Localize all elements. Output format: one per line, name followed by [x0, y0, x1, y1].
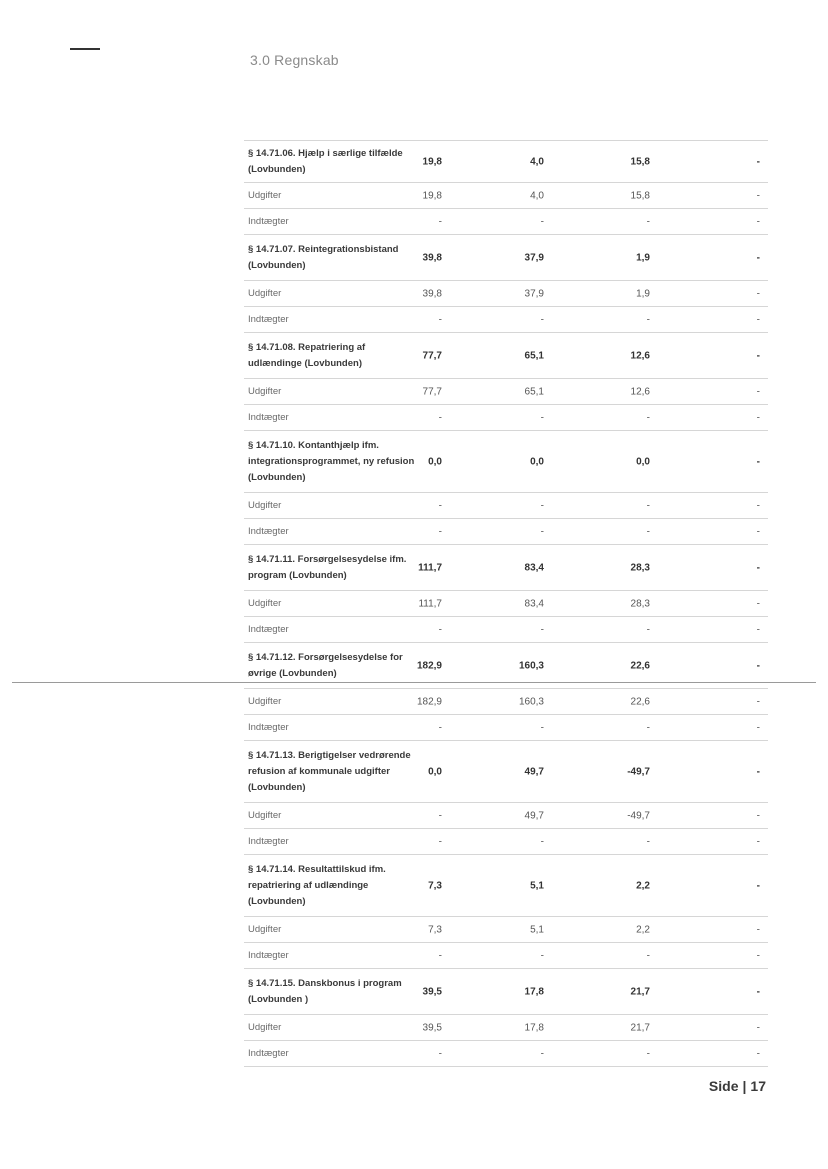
value-cell: 39,8: [422, 288, 442, 299]
table-row-detail: [244, 917, 768, 943]
row-label: Udgifter: [248, 189, 282, 201]
value-cell: 0,0: [428, 766, 442, 777]
table-row-detail: [244, 307, 768, 333]
row-label: Udgifter: [248, 809, 282, 821]
value-cell: 83,4: [524, 562, 544, 573]
value-cell: -: [540, 412, 544, 423]
row-label: Indtægter: [248, 623, 289, 635]
table-row-detail: [244, 379, 768, 405]
table-row-account: [244, 741, 768, 803]
value-cell: -: [756, 660, 760, 671]
value-cell: 182,9: [416, 660, 442, 671]
table-row-account: [244, 969, 768, 1015]
value-cell: 1,9: [636, 288, 650, 299]
value-cell: 5,1: [530, 880, 544, 891]
value-cell: -: [756, 624, 760, 635]
value-cell: 7,3: [428, 924, 442, 935]
value-cell: -: [756, 252, 760, 263]
value-cell: 39,8: [422, 252, 442, 263]
value-cell: -: [756, 386, 760, 397]
value-cell: -: [646, 722, 650, 733]
value-cell: -: [756, 216, 760, 227]
table-row-detail: [244, 617, 768, 643]
value-cell: 0,0: [428, 456, 442, 467]
value-cell: 5,1: [530, 924, 544, 935]
value-cell: 111,7: [418, 562, 442, 573]
value-cell: -: [756, 412, 760, 423]
value-cell: -: [540, 1048, 544, 1059]
value-cell: 17,8: [524, 1022, 544, 1033]
value-cell: 15,8: [630, 156, 650, 167]
value-cell: 2,2: [636, 880, 650, 891]
value-cell: -: [438, 314, 442, 325]
value-cell: -: [756, 562, 760, 573]
value-cell: -: [646, 216, 650, 227]
row-label: § 14.71.12. Forsørgelsesydelse for øvrige (Lovbunden): [248, 651, 403, 679]
value-cell: -49,7: [627, 810, 650, 821]
value-cell: 4,0: [530, 156, 544, 167]
value-cell: 28,3: [630, 562, 650, 573]
table-row-account: [244, 141, 768, 183]
value-cell: -: [756, 924, 760, 935]
value-cell: -: [438, 624, 442, 635]
table-row-detail: [244, 1015, 768, 1041]
value-cell: 49,7: [524, 810, 544, 821]
value-cell: -: [540, 526, 544, 537]
value-cell: -: [438, 722, 442, 733]
value-cell: 21,7: [630, 1022, 650, 1033]
value-cell: 4,0: [530, 190, 544, 201]
value-cell: -: [756, 722, 760, 733]
value-cell: -: [438, 412, 442, 423]
table-row-detail: [244, 803, 768, 829]
value-cell: 28,3: [630, 598, 650, 609]
value-cell: -: [756, 314, 760, 325]
value-cell: 12,6: [630, 350, 650, 361]
row-label: Indtægter: [248, 1047, 289, 1059]
table-row-detail: [244, 281, 768, 307]
value-cell: -: [756, 810, 760, 821]
row-label: Indtægter: [248, 313, 289, 325]
value-cell: -: [540, 722, 544, 733]
row-label: § 14.71.10. Kontanthjælp ifm. integrationsprogrammet, ny refusion (Lovbunden): [248, 439, 415, 483]
table-row-account: [244, 643, 768, 689]
value-cell: 19,8: [422, 156, 442, 167]
value-cell: -: [756, 526, 760, 537]
value-cell: 83,4: [524, 598, 544, 609]
row-label: Indtægter: [248, 525, 289, 537]
value-cell: 0,0: [530, 456, 544, 467]
row-label: Indtægter: [248, 835, 289, 847]
value-cell: -: [756, 696, 760, 707]
row-label: Udgifter: [248, 499, 282, 511]
row-label: Indtægter: [248, 411, 289, 423]
value-cell: 160,3: [518, 696, 544, 707]
value-cell: 39,5: [422, 986, 442, 997]
row-label: § 14.71.13. Berigtigelser vedrørende refusion af kommunale udgifter (Lovbunden): [248, 749, 411, 793]
page-footer: [709, 1078, 766, 1094]
budget-table: [244, 140, 768, 1067]
value-cell: -: [756, 880, 760, 891]
value-cell: 77,7: [422, 350, 442, 361]
section-title: 3.0 Regnskab: [250, 52, 339, 68]
value-cell: -: [646, 412, 650, 423]
value-cell: 15,8: [630, 190, 650, 201]
value-cell: -: [540, 950, 544, 961]
value-cell: -: [756, 288, 760, 299]
value-cell: -: [756, 1022, 760, 1033]
value-cell: 65,1: [524, 386, 544, 397]
row-label: § 14.71.11. Forsørgelsesydelse ifm. program (Lovbunden): [248, 553, 407, 581]
row-label: § 14.71.08. Repatriering af udlændinge (Lovbunden): [248, 341, 366, 369]
table-row-detail: [244, 591, 768, 617]
value-cell: -: [646, 624, 650, 635]
value-cell: -: [540, 314, 544, 325]
value-cell: -: [756, 766, 760, 777]
row-label: Udgifter: [248, 695, 282, 707]
value-cell: -: [646, 950, 650, 961]
value-cell: 2,2: [636, 924, 650, 935]
value-cell: -: [756, 598, 760, 609]
table-row-detail: [244, 183, 768, 209]
value-cell: -: [540, 500, 544, 511]
value-cell: -: [756, 190, 760, 201]
table-row-detail: [244, 689, 768, 715]
value-cell: -49,7: [627, 766, 650, 777]
row-label: § 14.71.15. Danskbonus i program (Lovbunden ): [248, 977, 402, 1005]
value-cell: 1,9: [636, 252, 650, 263]
value-cell: -: [756, 500, 760, 511]
value-cell: -: [540, 836, 544, 847]
footer-side-label: Side: [708, 1078, 739, 1094]
row-label: Udgifter: [248, 385, 282, 397]
table-row-detail: [244, 1041, 768, 1067]
value-cell: 65,1: [524, 350, 544, 361]
value-cell: 21,7: [630, 986, 650, 997]
value-cell: -: [646, 526, 650, 537]
row-label: Udgifter: [248, 597, 282, 609]
value-cell: 37,9: [524, 252, 544, 263]
value-cell: 182,9: [416, 696, 442, 707]
value-cell: -: [646, 836, 650, 847]
table-row-detail: [244, 519, 768, 545]
row-label: § 14.71.14. Resultattilskud ifm. repatriering af udlændinge (Lovbunden): [248, 863, 386, 907]
value-cell: -: [438, 950, 442, 961]
value-cell: -: [646, 314, 650, 325]
value-cell: -: [438, 500, 442, 511]
value-cell: 37,9: [524, 288, 544, 299]
value-cell: 49,7: [524, 766, 544, 777]
table-row-detail: [244, 715, 768, 741]
value-cell: 17,8: [524, 986, 544, 997]
table-row-detail: [244, 829, 768, 855]
value-cell: -: [756, 1048, 760, 1059]
row-label: Indtægter: [248, 721, 289, 733]
value-cell: -: [438, 216, 442, 227]
row-label: Udgifter: [248, 287, 282, 299]
row-label: § 14.71.06. Hjælp i særlige tilfælde (Lovbunden): [248, 147, 403, 175]
value-cell: 7,3: [428, 880, 442, 891]
value-cell: -: [646, 1048, 650, 1059]
page-number: 17: [750, 1078, 766, 1094]
value-cell: -: [438, 836, 442, 847]
value-cell: 22,6: [630, 660, 650, 671]
table-row-detail: [244, 405, 768, 431]
row-label: Indtægter: [248, 215, 289, 227]
value-cell: 0,0: [636, 456, 650, 467]
value-cell: 22,6: [630, 696, 650, 707]
value-cell: -: [756, 456, 760, 467]
value-cell: -: [646, 500, 650, 511]
value-cell: -: [540, 624, 544, 635]
table-row-detail: [244, 209, 768, 235]
table-row-detail: [244, 493, 768, 519]
value-cell: 160,3: [518, 660, 544, 671]
value-cell: -: [756, 836, 760, 847]
value-cell: 111,7: [418, 598, 442, 609]
value-cell: -: [438, 1048, 442, 1059]
row-label: Udgifter: [248, 1021, 282, 1033]
value-cell: 39,5: [422, 1022, 442, 1033]
table-row-account: [244, 431, 768, 493]
value-cell: -: [756, 156, 760, 167]
value-cell: -: [756, 986, 760, 997]
value-cell: -: [756, 950, 760, 961]
table-row-detail: [244, 943, 768, 969]
table-row-account: [244, 235, 768, 281]
value-cell: -: [756, 350, 760, 361]
footer-separator: |: [742, 1078, 747, 1094]
row-label: Udgifter: [248, 923, 282, 935]
value-cell: 77,7: [422, 386, 442, 397]
header-rule: [70, 48, 100, 50]
value-cell: -: [540, 216, 544, 227]
value-cell: 12,6: [630, 386, 650, 397]
value-cell: -: [438, 810, 442, 821]
value-cell: -: [438, 526, 442, 537]
value-cell: 19,8: [422, 190, 442, 201]
table-row-account: [244, 545, 768, 591]
row-label: § 14.71.07. Reintegrationsbistand (Lovbunden): [248, 243, 399, 271]
row-label: Indtægter: [248, 949, 289, 961]
table-row-account: [244, 855, 768, 917]
table-row-account: [244, 333, 768, 379]
